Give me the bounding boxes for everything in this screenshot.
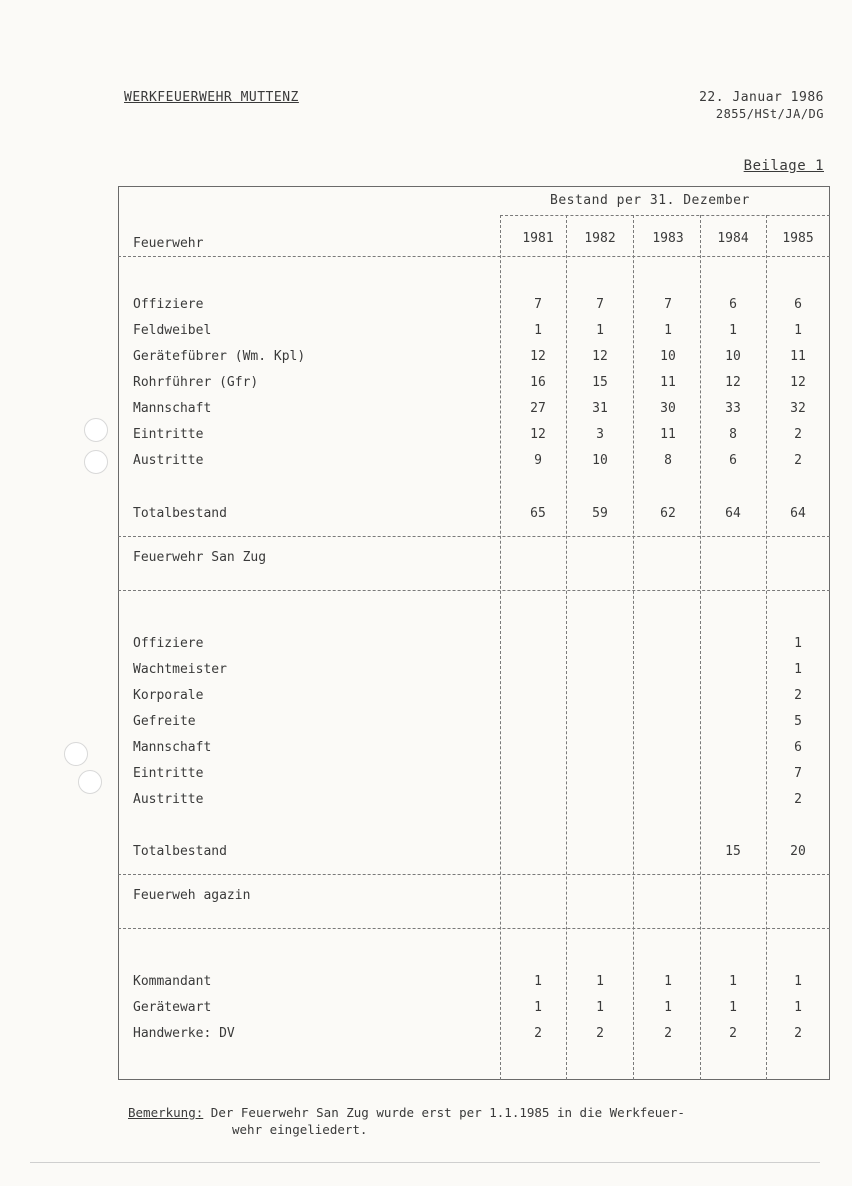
table-cell-value: 1	[664, 974, 672, 989]
table-cell-value: 27	[530, 401, 546, 416]
table-cell-value: 12	[530, 427, 546, 442]
remark	[128, 1104, 685, 1138]
table-cell-value: 6	[729, 453, 737, 468]
table-cell-value: 1	[729, 974, 737, 989]
table-cell-value: 11	[660, 375, 676, 390]
rule-section-header-bottom	[118, 256, 830, 257]
table-cell-value: 33	[725, 401, 741, 416]
row-label: Offiziere	[133, 297, 204, 312]
column-separator	[566, 215, 567, 1080]
table-cell-value: 8	[729, 427, 737, 442]
company-name: WERKFEUERWEHR MUTTENZ	[124, 90, 299, 105]
table-cell-value: 6	[794, 297, 802, 312]
table-cell-value: 1	[534, 974, 542, 989]
punch-hole	[84, 418, 108, 442]
document-date: 22. Januar 1986	[699, 90, 824, 105]
table-cell-value: 1	[596, 1000, 604, 1015]
row-label: Rohrführer (Gfr)	[133, 375, 259, 390]
table-cell-value: 3	[596, 427, 604, 442]
rule-section-header-bottom	[118, 928, 830, 929]
rule-years-top	[500, 215, 830, 216]
year-header: 1982	[584, 231, 616, 246]
table-cell-value: 2	[794, 453, 802, 468]
table-cell-value: 1	[794, 662, 802, 677]
row-label: Eintritte	[133, 427, 204, 442]
column-separator	[633, 215, 634, 1080]
total-value: 20	[790, 844, 806, 859]
table-cell-value: 1	[794, 1000, 802, 1015]
table-cell-value: 32	[790, 401, 806, 416]
table-cell-value: 10	[725, 349, 741, 364]
section-title: Feuerwehr	[133, 236, 204, 251]
total-label: Totalbestand	[133, 506, 227, 521]
table-cell-value: 11	[790, 349, 806, 364]
table-cell-value: 2	[596, 1026, 604, 1041]
table-cell-value: 12	[530, 349, 546, 364]
table-cell-value: 12	[592, 349, 608, 364]
row-label: Austritte	[133, 792, 204, 807]
attachment-label: Beilage 1	[743, 158, 824, 174]
row-label: Gerätewart	[133, 1000, 212, 1015]
rule-section-header-bottom	[118, 590, 830, 591]
table-cell-value: 15	[592, 375, 608, 390]
row-label: Eintritte	[133, 766, 204, 781]
table-cell-value: 1	[794, 974, 802, 989]
table-cell-value: 9	[534, 453, 542, 468]
table-cell-value: 6	[729, 297, 737, 312]
table-cell-value: 1	[664, 1000, 672, 1015]
table-cell-value: 7	[664, 297, 672, 312]
table-cell-value: 1	[794, 636, 802, 651]
table-cell-value: 7	[596, 297, 604, 312]
table-cell-value: 1	[596, 323, 604, 338]
table-cell-value: 2	[794, 792, 802, 807]
row-label: Mannschaft	[133, 401, 212, 416]
punch-hole	[84, 450, 108, 474]
rule-section-top	[118, 536, 830, 537]
table-cell-value: 7	[534, 297, 542, 312]
remark-text-line1: Der Feuerwehr San Zug wurde erst per 1.1.1985 in die Werkfeuer-	[210, 1105, 685, 1120]
year-header: 1984	[717, 231, 749, 246]
row-label: Gefreite	[133, 714, 196, 729]
page-bottom-edge	[30, 1162, 820, 1163]
table-cell-value: 2	[664, 1026, 672, 1041]
table-cell-value: 1	[729, 1000, 737, 1015]
remark-text-line2: wehr eingeliedert.	[232, 1122, 368, 1137]
table-cell-value: 2	[794, 427, 802, 442]
row-label: Kommandant	[133, 974, 212, 989]
row-label: Austritte	[133, 453, 204, 468]
table-cell-value: 5	[794, 714, 802, 729]
total-value: 65	[530, 506, 546, 521]
table-cell-value: 1	[534, 1000, 542, 1015]
table-cell-value: 12	[790, 375, 806, 390]
table-cell-value: 31	[592, 401, 608, 416]
total-label: Totalbestand	[133, 844, 227, 859]
column-separator	[500, 215, 501, 1080]
total-value: 15	[725, 844, 741, 859]
row-label: Mannschaft	[133, 740, 212, 755]
row-label: Handwerke: DV	[133, 1026, 235, 1041]
table-cell-value: 6	[794, 740, 802, 755]
table-cell-value: 7	[794, 766, 802, 781]
punch-hole	[64, 742, 88, 766]
year-header: 1985	[782, 231, 814, 246]
row-label: Korporale	[133, 688, 204, 703]
table-cell-value: 1	[534, 323, 542, 338]
punch-hole	[78, 770, 102, 794]
table-cell-value: 8	[664, 453, 672, 468]
total-value: 62	[660, 506, 676, 521]
table-cell-value: 1	[729, 323, 737, 338]
row-label: Offiziere	[133, 636, 204, 651]
column-group-header: Bestand per 31. Dezember	[550, 193, 750, 208]
section-title: Feuerwehr San Zug	[133, 550, 267, 565]
remark-label: Bemerkung:	[128, 1105, 204, 1120]
section-title: Feuerweh agazin	[133, 888, 251, 903]
column-separator	[766, 215, 767, 1080]
table-cell-value: 30	[660, 401, 676, 416]
table-cell-value: 1	[664, 323, 672, 338]
year-header: 1983	[652, 231, 684, 246]
table-cell-value: 11	[660, 427, 676, 442]
table-cell-value: 2	[534, 1026, 542, 1041]
column-separator	[700, 215, 701, 1080]
row-label: Gerätefübrer (Wm. Kpl)	[133, 349, 306, 364]
table-cell-value: 12	[725, 375, 741, 390]
total-value: 59	[592, 506, 608, 521]
table-frame	[118, 186, 830, 1080]
table-cell-value: 10	[660, 349, 676, 364]
table-cell-value: 1	[794, 323, 802, 338]
table-cell-value: 2	[794, 688, 802, 703]
table-cell-value: 2	[794, 1026, 802, 1041]
reference-code: 2855/HSt/JA/DG	[715, 107, 824, 121]
row-label: Wachtmeister	[133, 662, 227, 677]
table-cell-value: 2	[729, 1026, 737, 1041]
table-cell-value: 1	[596, 974, 604, 989]
total-value: 64	[725, 506, 741, 521]
total-value: 64	[790, 506, 806, 521]
year-header: 1981	[522, 231, 554, 246]
table-cell-value: 16	[530, 375, 546, 390]
row-label: Feldweibel	[133, 323, 212, 338]
table-cell-value: 10	[592, 453, 608, 468]
rule-section-top	[118, 874, 830, 875]
